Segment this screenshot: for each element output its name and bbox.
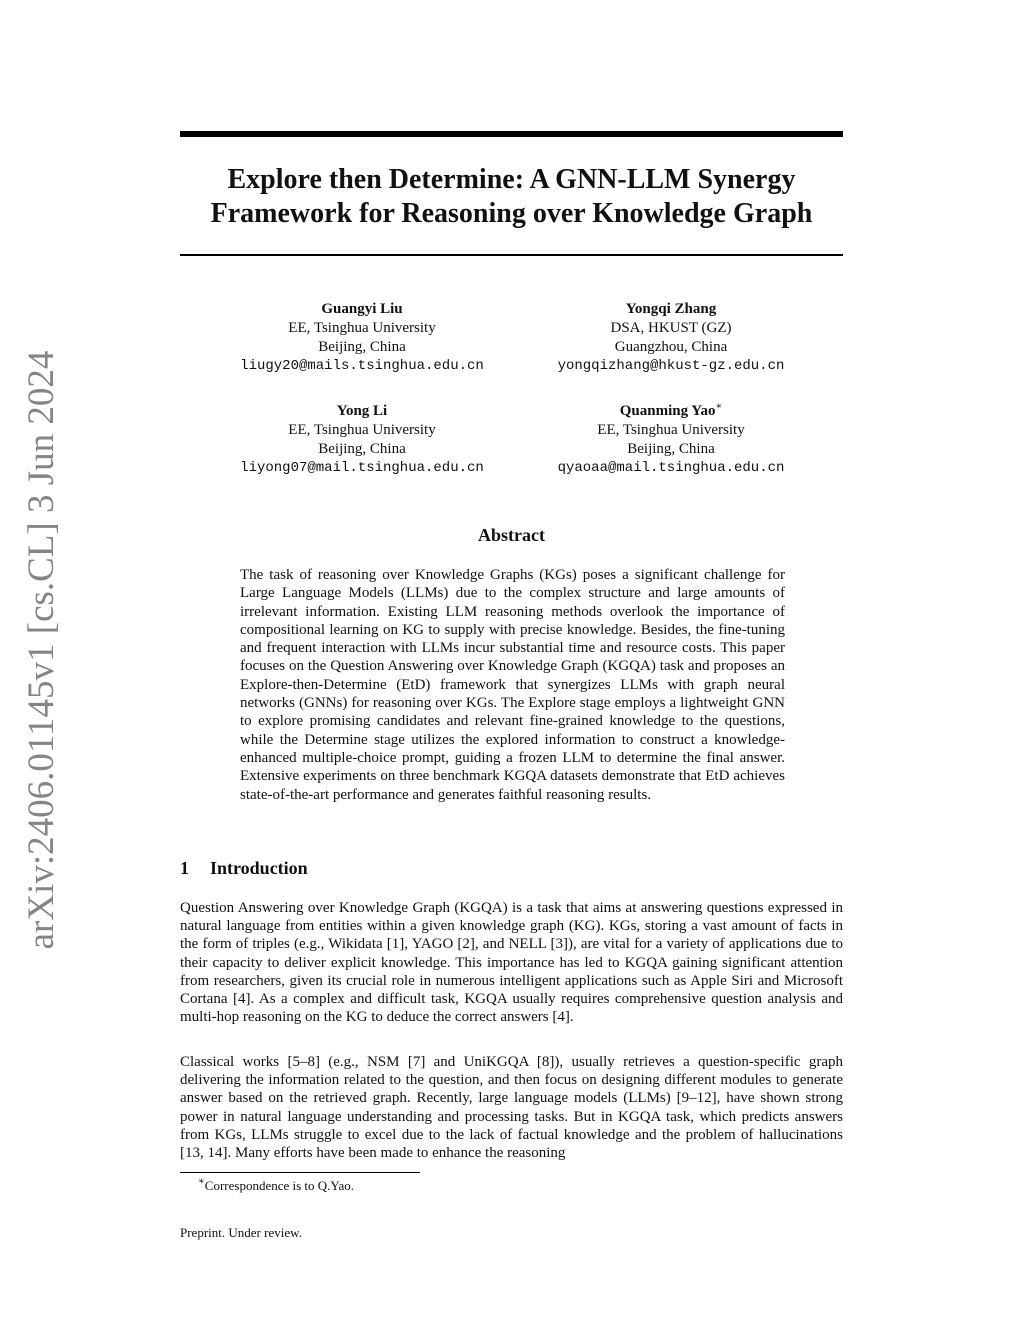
author-location: Beijing, China (318, 441, 406, 457)
author-affiliation: DSA, HKUST (GZ) (610, 320, 732, 336)
author-email: liyong07@mail.tsinghua.edu.cn (240, 460, 484, 476)
author-name: Yong Li (336, 403, 388, 419)
footnote-text: Correspondence is to Q.Yao. (204, 1178, 355, 1193)
paper-title-line-2: Framework for Reasoning over Knowledge Graph (210, 198, 813, 229)
footnote-marker: ∗ (198, 1176, 205, 1187)
arxiv-identifier-stamp: arXiv:2406.01145v1 [cs.CL] 3 Jun 2024 (21, 350, 62, 950)
abstract-text: The task of reasoning over Knowledge Graphs (KGs) poses a significant challenge for Large Language Models (LLMs) due to the complex structure and large amounts of irrelevant information. Existing LLM reasoning methods overlook the importance of compositional learning on KG to supply with precise knowledge. Besides, the fine-tuning and frequent interaction with LLMs incur substantial time and resource costs. This paper focuses on the Question Answering over Knowledge Graph (KGQA) task and proposes an Explore-then-Determine (EtD) framework that synergizes LLMs with graph neural networks (GNNs) for reasoning over KGs. The Explore stage employs a lightweight GNN to explore promising candidates and relevant fine-grained knowledge to the questions, while the Determine stage utilizes the explored information to construct a knowledge-enhanced multiple-choice prompt, guiding a frozen LLM to determine the final answer. Extensive experiments on three benchmark KGQA datasets demonstrate that EtD achieves state-of-the-art performance and generates faithful reasoning results. (240, 567, 785, 803)
author-block (202, 300, 522, 376)
preprint-note: Preprint. Under review. (180, 1225, 302, 1240)
title-bottom-rule (180, 254, 843, 256)
author-name: Guangyi Liu (321, 301, 403, 317)
paper-title (180, 163, 843, 231)
author-location: Beijing, China (627, 441, 715, 457)
author-block (511, 300, 831, 376)
author-location: Guangzhou, China (614, 339, 728, 355)
author-location: Beijing, China (318, 339, 406, 355)
author-email: qyaoaa@mail.tsinghua.edu.cn (557, 460, 785, 476)
paper-title-line-1: Explore then Determine: A GNN-LLM Synergy (227, 164, 796, 195)
author-block (511, 402, 831, 478)
author-affiliation: EE, Tsinghua University (288, 422, 436, 438)
footnote (198, 1177, 843, 1194)
title-top-rule (180, 131, 843, 137)
author-block (202, 402, 522, 478)
correspondence-marker: ∗ (715, 401, 723, 412)
abstract-heading: Abstract (478, 525, 545, 545)
body-paragraph: Question Answering over Knowledge Graph (KGQA) is a task that aims at answering questions expressed in natural language from entities within a given knowledge graph (KG). KGs, storing a vast amount of facts in the form of triples (e.g., Wikidata [1], YAGO [2], and NELL [3]), are vital for a variety of applications due to their capacity to deliver explicit knowledge. This importance has led to KGQA gaining significant attention from researchers, given its crucial role in numerous intelligent applications such as Apple Siri and Microsoft Cortana [4]. As a complex and difficult task, KGQA usually requires comprehensive question analysis and multi-hop reasoning on the KG to deduce the correct answers [4]. (180, 900, 843, 1026)
author-name: Quanming Yao∗ (619, 401, 723, 419)
section-heading (180, 856, 843, 880)
section-title: Introduction (210, 858, 308, 878)
footnote-rule (180, 1172, 420, 1173)
author-affiliation: EE, Tsinghua University (288, 320, 436, 336)
author-name: Yongqi Zhang (625, 301, 717, 317)
section-number: 1 (180, 858, 189, 878)
author-email: yongqizhang@hkust-gz.edu.cn (557, 358, 785, 374)
body-paragraph: Classical works [5–8] (e.g., NSM [7] and UniKGQA [8]), usually retrieves a question-specific graph delivering the information related to the question, and then focus on designing different modules to generate answer based on the retrieved graph. Recently, large language models (LLMs) [9–12], have shown strong power in natural language understanding and processing tasks. But in KGQA task, which predicts answers from KGs, LLMs struggle to excel due to the lack of factual knowledge and the problem of hallucinations [13, 14]. Many efforts have been made to enhance the reasoning (180, 1054, 843, 1162)
author-affiliation: EE, Tsinghua University (597, 422, 745, 438)
author-email: liugy20@mails.tsinghua.edu.cn (240, 358, 484, 374)
